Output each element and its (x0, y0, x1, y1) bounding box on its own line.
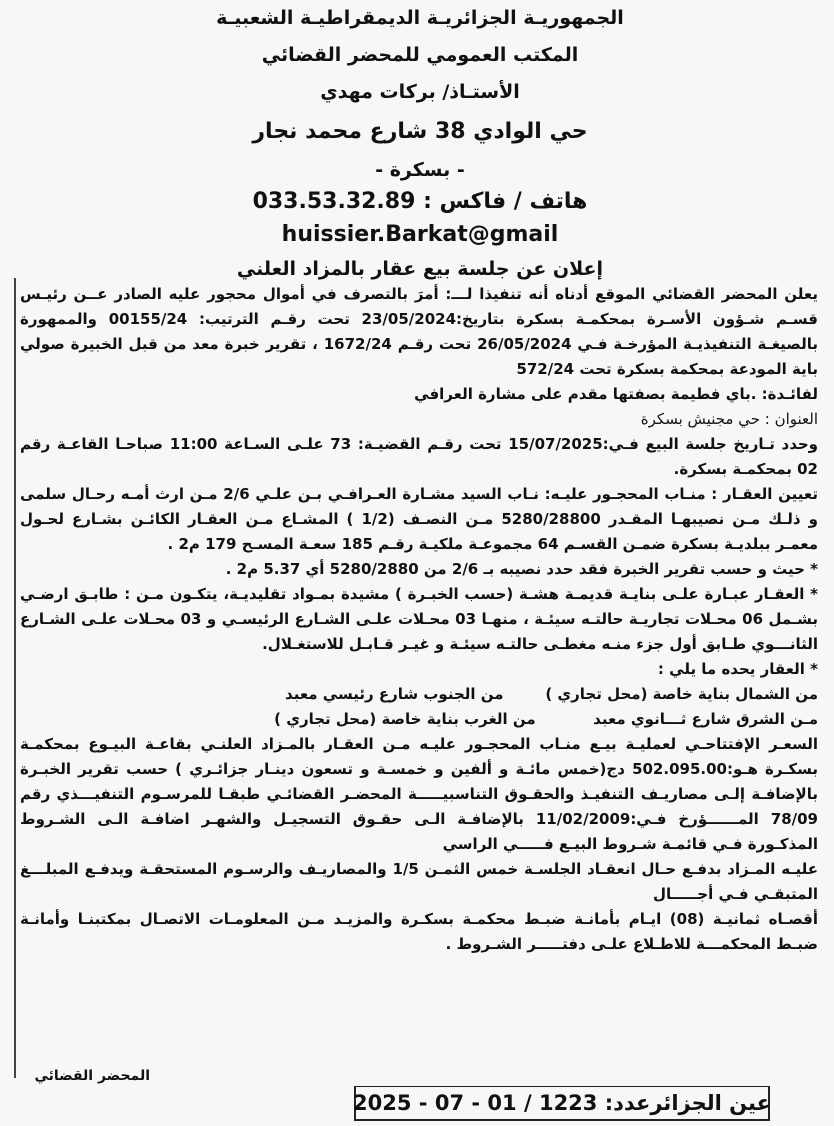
publication-reference: عين الجزائرعدد: 1223 / 01 - 07 - 2025 (354, 1086, 770, 1121)
paragraph-beneficiary: لفائـدة: .باي فطيمة بصفتها مقدم على مشارة العرافي (414, 385, 818, 403)
office-address: حي الوادي 38 شارع محمد نجار (252, 119, 588, 144)
paragraph-price: السعـر الإفتتاحـي لعمليـة بيـع منـاب المحجـور عليـه مـن العقـار بالمـزاد العلنـي بقاعـة البيـوع بمحكمـة بسكـرة هـو:502.095.00 دج(خمس مائـة و ألفين و خمسـة و تسعون دينـار جزائـري ) حسب تقرير الخبـرة بالإضافـة إلـى مصاريـف التنفيـذ والحقـوق التناسبيـــــة المحضـر القضائـي طبقـا للمرسـوم التنفيـــذي رقم 78/09 المــــــؤرخ فـي:11/02/2009 بالإضافـة الـى حقـوق التسجيـل والشهـر اضافـة الـى الشـروط المذكـورة فـي قائمـة شـروط البيـع فـــــي الراسي (20, 735, 818, 853)
office-name: المكتب العمومي للمحضر القضائي (261, 44, 579, 66)
paragraph-session: وحدد تـاريخ جلسة البيع فـي:15/07/2025 تحت رقـم القضيـة: 73 علـى السـاعة 11:00 صباحـا القاعـة رقم 02 بمحكمـة بسكرة. (20, 435, 818, 478)
margin-rule (14, 278, 16, 1078)
phone-number: 033.53.32.89 (252, 189, 416, 214)
paragraph-description: * العقـار عبـارة علـى بنايـة قديمـة هشـة (حسب الخبـرة ) مشيدة بمـواد تقليديـة، يتكـون مـن : طابـق ارضـي بشـمل 06 محـلات تجاريـة حالتـه سيئـة ، منهـا 03 محـلات علـى الشـارع الرئيسـي و 03 محـلات علـى الشـارع الثانـــوي طـابق أول جزء منـه مغطـى حالتـه سيئـة و غيـر قـابـل للاستغـلال. (20, 585, 818, 653)
bound-east: مـن الشرق شارع ثـــانوي معبد (593, 710, 818, 728)
phone-line (170, 186, 670, 218)
bound-west: من الغرب بناية خاصة (محل تجاري ) (274, 710, 536, 728)
bailiff-signature: المحضر القضائي (34, 1068, 150, 1084)
bounds-row-1 (20, 682, 818, 707)
bound-south: من الجنوب شارع رئيسي معبد (285, 685, 504, 703)
phone-label: هاتف / فاكس : (423, 189, 588, 214)
paragraph-deadline: أقصـاه ثمانيـة (08) ايـام بأمانـة ضبـط محكمـة بسكـرة والمزيـد مـن المعلومـات الاتصـال بمكتبنـا وأمانـة ضبـط المحكمـــة للاطـلاع علـى دفتـــــر الشـروط . (20, 910, 818, 953)
republic-title: الجمهوريـة الجزائريـة الديمقراطيـة الشعبيـة (216, 7, 624, 29)
paragraph-payment: عليـه المـزاد بدفـع حـال انعقـاد الجلسـة خمس الثمـن 1/5 والمصاريـف والرسـوم المستحقـة ويدفـع المبلـــغ المتبقـي فـي أجـــــال (20, 860, 818, 903)
paragraph-share: * حيث و حسب تقرير الخبرة فقد حدد نصيبه بـ 2/6 من 5280/2880 أي 5.37 م2 . (225, 560, 818, 578)
bound-north: من الشمال بناية خاصة (محل تجاري ) (545, 685, 818, 703)
paragraph-order: يعلن المحضر القضائي الموقع أدناه أنه تنفيذا لـــ: أمرَ بالتصرف في أموال محجور عليه الصادر عــن رئيـس قسـم شـؤون الأسـرة بمحكمـة بسكرة بتاريخ:23/05/2024 تحت رقـم الترتيب: 00155/24 والممهورة بالصيغـة التنفيذيـة المؤرخـة فـي 26/05/2024 تحت رقـم 1672/24 ، تقرير خبرة معد من قبل الخبيرة صولي باية المودعة بمحكمة بسكرة تحت 572/24 (20, 285, 818, 378)
bounds-row-2 (20, 707, 818, 732)
bailiff-name: الأستـاذ/ بركات مهدي (320, 81, 520, 103)
paragraph-address: العنوان : حي مجنيش بسكرة (640, 410, 818, 428)
paragraph-property: تعيين العقـار : منـاب المحجـور عليـه: نـاب السيد مشـارة العـرافـي بـن علـي 2/6 مـن ارث أمـه رحـال سلمى و ذلـك مـن نصيبهـا المقـدر 5280/28800 مـن النصـف (1/2 ) المشـاع مـن العقـار الكائـن بشـارع لحـول معمـر ببلديـة بسكرة ضمـن القسـم 64 مجموعـة ملكيـة رقـم 185 سعـة المسـح 179 م2 . (20, 485, 819, 553)
announcement-title: إعلان عن جلسة بيع عقار بالمزاد العلني (236, 258, 604, 280)
letterhead (170, 0, 670, 286)
office-city: - بسكرة - (375, 159, 465, 181)
email-address: huissier.Barkat@gmail (281, 222, 559, 247)
paragraph-bounds-intro: * العقار يحده ما يلي : (657, 660, 818, 678)
announcement-body (20, 282, 818, 957)
